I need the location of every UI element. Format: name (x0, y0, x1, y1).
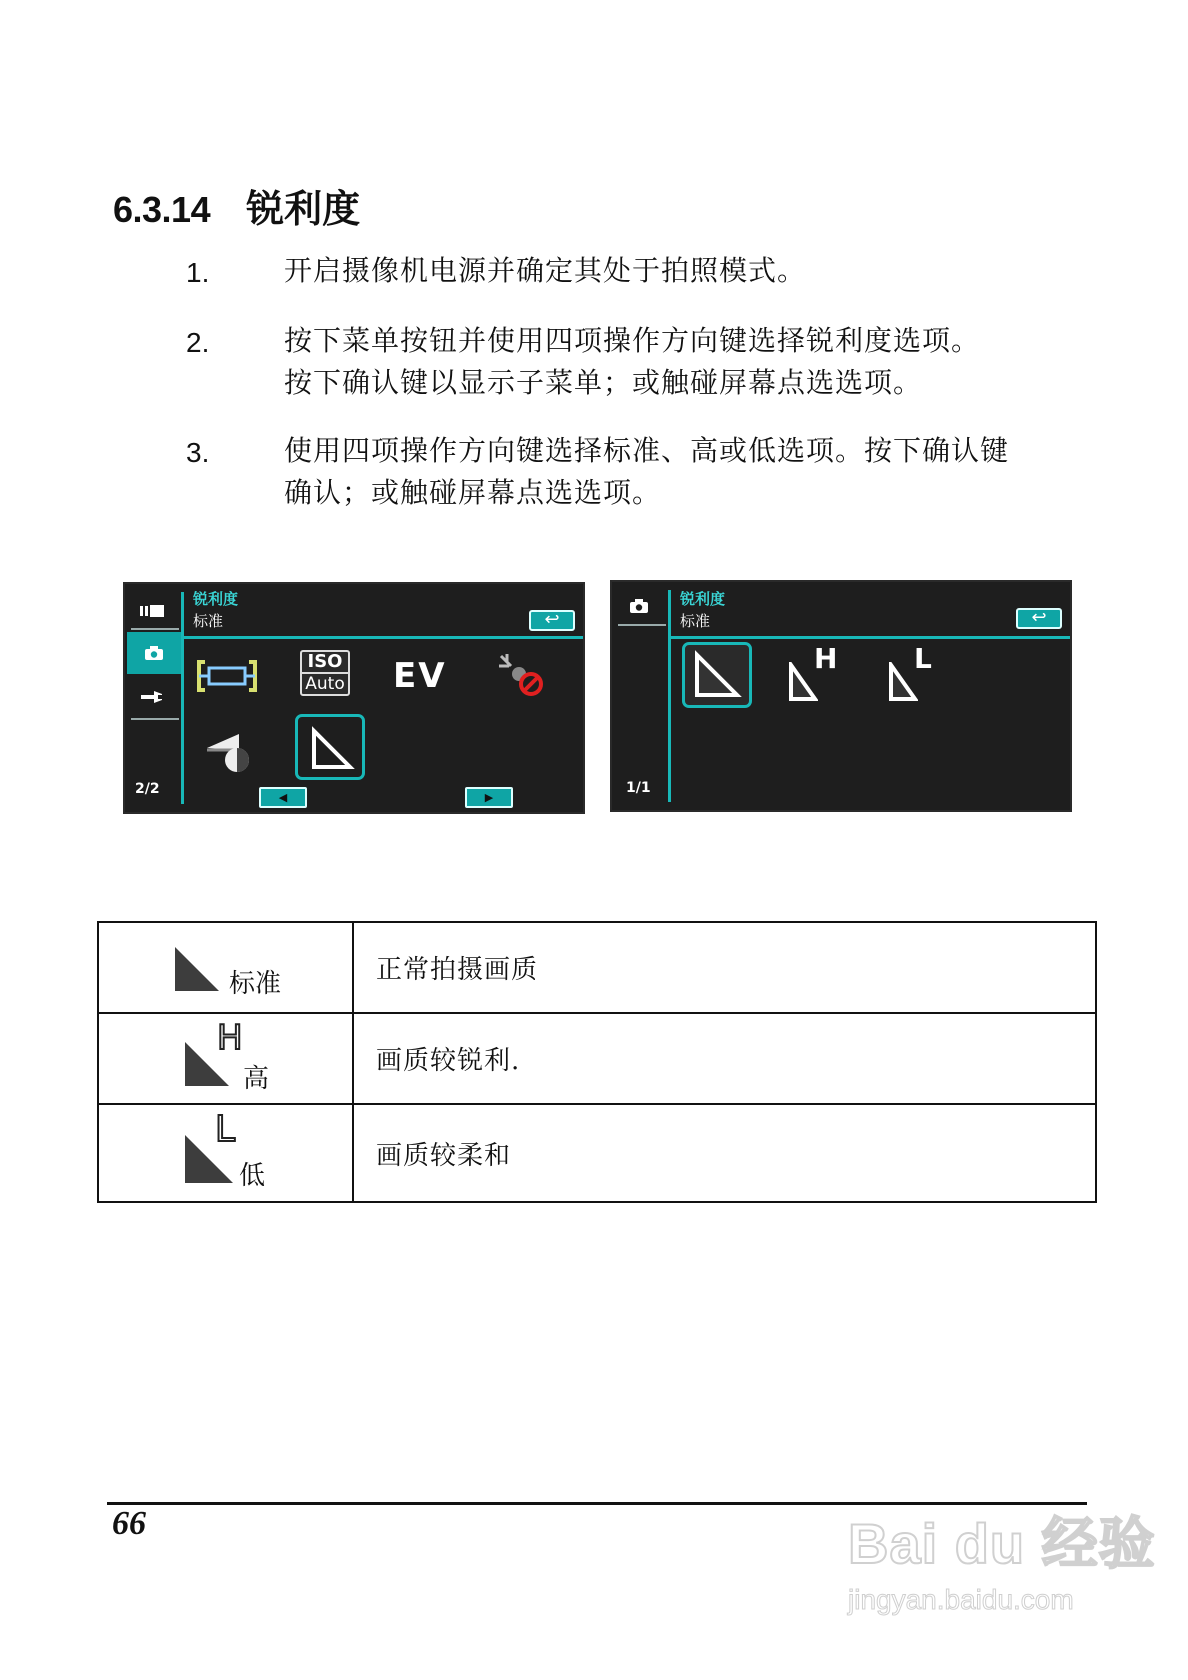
step-number: 1. (186, 257, 210, 288)
wrench-icon[interactable] (135, 686, 169, 708)
iso-icon[interactable] (300, 650, 350, 696)
option-description: 画质较柔和 (353, 1104, 1096, 1202)
ev-icon[interactable]: EV (393, 656, 447, 696)
camera-icon (144, 645, 164, 661)
step-2 (186, 320, 1096, 404)
step-line: 使用四项操作方向键选择标准、高或低选项。按下确认键 (284, 434, 1010, 467)
table-row (98, 1104, 1096, 1202)
camera-icon[interactable] (622, 594, 656, 618)
sharpness-options-table (97, 921, 1097, 1203)
step-line: 按下确认键以显示子菜单；或触碰屏幕点选选项。 (284, 366, 923, 399)
step-text (284, 250, 1096, 294)
page-number: 66 (112, 1505, 146, 1542)
screen-title: 锐利度 (193, 590, 239, 608)
camera-screen-menu (123, 582, 585, 814)
divider (131, 628, 179, 630)
iso-label: ISO (307, 651, 343, 672)
step-line: 开启摄像机电源并确定其处于拍照模式。 (284, 254, 807, 287)
low-letter: L (215, 1109, 236, 1150)
step-line: 按下菜单按钮并使用四项操作方向键选择锐利度选项。 (284, 324, 981, 357)
back-button[interactable]: ↩ (1016, 608, 1062, 629)
page-indicator: 2/2 (135, 781, 160, 797)
screen-subtitle: 标准 (193, 612, 224, 630)
screen-subtitle: 标准 (680, 612, 711, 630)
screen-title: 锐利度 (680, 590, 726, 608)
step-3 (186, 430, 1096, 514)
steps-list (186, 250, 1096, 540)
divider (131, 718, 179, 720)
watermark-brand: Bai du 经验 (848, 1512, 1156, 1575)
option-label: 高 (243, 1064, 270, 1094)
sharpness-menu-item[interactable] (295, 714, 365, 780)
camera-mode-tab[interactable] (127, 632, 181, 674)
option-description: 正常拍摄画质 (353, 922, 1096, 1013)
step-text (284, 430, 1096, 514)
step-1 (186, 250, 1096, 294)
icon-cell (98, 1013, 353, 1104)
contrast-icon[interactable] (205, 730, 255, 778)
header-border (183, 636, 583, 639)
table-row (98, 922, 1096, 1013)
option-label: 标准 (229, 969, 282, 999)
table-row (98, 1013, 1096, 1104)
section-number: 6.3.14 (113, 189, 211, 230)
prev-page-button[interactable]: ◀ (259, 787, 307, 808)
icon-cell (98, 922, 353, 1013)
page-indicator: 1/1 (626, 780, 651, 796)
section-title: 锐利度 (246, 187, 361, 231)
sharpness-icon (298, 717, 362, 777)
option-description: 画质较锐利. (353, 1013, 1096, 1104)
step-text (284, 320, 1096, 404)
sharpness-high-option[interactable] (788, 642, 846, 704)
step-number: 3. (186, 437, 210, 468)
sharpness-high-letter: H (814, 642, 838, 675)
sharpness-standard-icon (173, 945, 221, 993)
section-heading (113, 178, 360, 233)
sharpness-low-option[interactable] (888, 642, 946, 704)
high-letter: H (217, 1018, 243, 1058)
baidu-watermark (848, 1500, 1156, 1616)
step-line: 确认；或触碰屏幕点选选项。 (284, 476, 662, 509)
sharpness-standard-option[interactable] (682, 642, 752, 708)
watermark-url: jingyan.baidu.com (848, 1584, 1074, 1615)
divider (618, 624, 666, 626)
back-button[interactable]: ↩ (529, 610, 575, 631)
menu-icon[interactable] (135, 600, 169, 622)
icon-cell (98, 1104, 353, 1202)
step-number: 2. (186, 327, 210, 358)
iso-value: Auto (302, 672, 348, 694)
sharpness-low-letter: L (914, 642, 932, 675)
next-page-button[interactable]: ▶ (465, 787, 513, 808)
metering-icon[interactable] (197, 656, 257, 700)
option-label: 低 (239, 1161, 266, 1191)
camera-screen-sharpness (610, 580, 1072, 812)
sidebar-border (181, 592, 184, 804)
white-balance-off-icon[interactable] (497, 652, 547, 702)
sidebar-border (668, 590, 671, 802)
sharpness-standard-icon (685, 645, 749, 705)
header-border (670, 636, 1070, 639)
